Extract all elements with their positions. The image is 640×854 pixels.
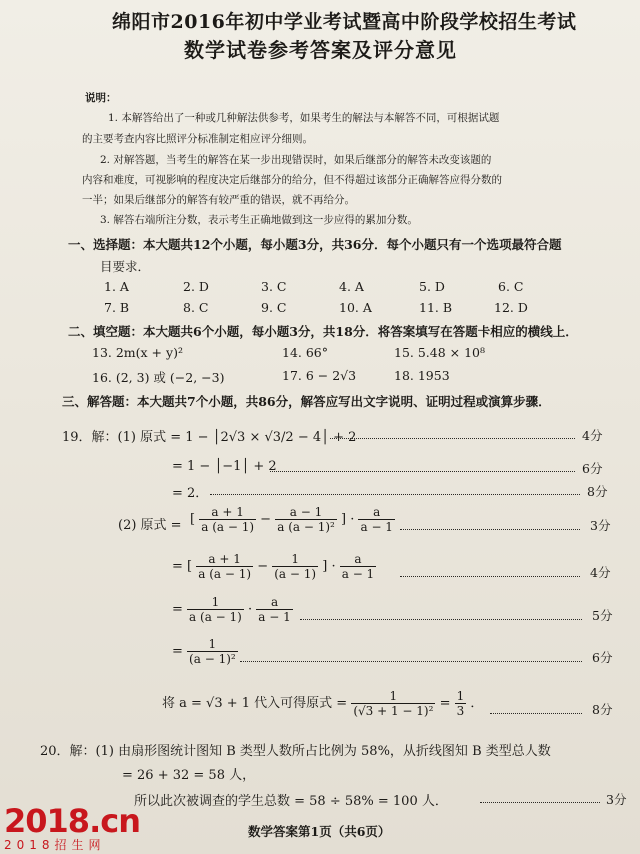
fraction: $\frac{a}{a - 1}$	[341, 552, 375, 581]
fraction: $\frac{a}{a - 1}$	[360, 505, 393, 534]
page-footer: 数学答案第1页（共6页）	[248, 824, 391, 839]
site-logo: 2018.cn 2018招生网	[4, 802, 140, 852]
q20-line1: 20．解：(1) 由扇形图统计图知 B 类型人数所占比例为 58%，从折线图知 B 类型总人数	[40, 744, 551, 759]
notes-label: 说明：	[85, 92, 117, 104]
section-heading: 二、填空题：本大题共6个小题，每小题3分，共18分．将答案填写在答题卡相应的横线上．	[68, 324, 578, 339]
score: 6分	[582, 461, 603, 476]
note-line: 1. 本解答给出了一种或几种解法供参考，如果考生的解法与本解答不同，可根据试题	[108, 112, 500, 124]
section-heading-cont: 目要求．	[100, 259, 151, 274]
answer-item: 8. C	[183, 300, 209, 315]
dotted-leader	[490, 713, 582, 714]
answer-item: 11. B	[419, 300, 453, 315]
score: 5分	[592, 608, 613, 623]
answer-item: 9. C	[261, 300, 287, 315]
q19-part2-final: 将 a = √3 + 1 代入可得原式 = $\frac{1}{\text{(√3 + 1 − 1)²}}$ = $\frac{1}{3}$ ．	[162, 689, 484, 718]
dotted-leader	[270, 471, 575, 472]
page-subtitle: 数学试卷参考答案及评分意见	[184, 38, 457, 62]
q19-part2-expr4: = $\frac{1}{\text{(a − 1)²}}$	[172, 637, 236, 666]
score: 8分	[587, 484, 608, 499]
fraction: $\frac{1}{a (a - 1)}$	[189, 595, 242, 624]
q20-line3: 所以此次被调查的学生总数 = 58 ÷ 58% = 100 人．	[134, 794, 448, 809]
section-heading: 一、选择题：本大题共12个小题，每小题3分，共36分．每个小题只有一个选项最符合题	[68, 237, 562, 252]
section-heading: 三、解答题：本大题共7个小题，共86分，解答应写出文字说明、证明过程或演算步骤．	[62, 394, 551, 409]
dotted-leader	[240, 661, 582, 662]
q19-part2-expr3: = $\frac{1}{a (a - 1)}$ · $\frac{a}{a - 1}$	[172, 595, 291, 624]
fraction: $\frac{1}{(a - 1)}$	[274, 552, 317, 581]
answer-item: 1. A	[104, 279, 129, 294]
note-line: 内容和难度，可视影响的程度决定后继部分的给分，但不得超过该部分正确解答应得分数的	[82, 174, 502, 186]
q19-part1-line2: = 1 − │−1│ + 2	[172, 459, 277, 474]
fraction: $\frac{1}{\text{(√3 + 1 − 1)²}}$	[353, 689, 434, 718]
answer-item: 3. C	[261, 279, 287, 294]
dotted-leader	[300, 619, 582, 620]
answer-item: 7. B	[104, 300, 130, 315]
q20-line2: = 26 + 32 = 58 人，	[122, 768, 256, 783]
answer-item: 5. D	[419, 279, 445, 294]
answer-item: 10. A	[339, 300, 372, 315]
answer-item: 12. D	[494, 300, 528, 315]
fraction: $\frac{1}{3}$	[456, 689, 465, 718]
answer-item: 6. C	[498, 279, 524, 294]
fraction: $\frac{1}{\text{(a − 1)²}}$	[189, 637, 236, 666]
note-line: 一半；如果后继部分的解答有较严重的错误，就不再给分。	[82, 194, 355, 206]
score: 8分	[592, 702, 613, 717]
note-line: 的主要考查内容比照评分标准制定相应评分细则。	[82, 133, 313, 145]
answer-item: 16. (2, 3) 或 (−2, −3)	[92, 370, 225, 385]
answer-item: 14. 66°	[282, 345, 329, 360]
page-title: 绵阳市2016年初中学业考试暨高中阶段学校招生考试	[112, 11, 577, 33]
dotted-leader	[210, 494, 580, 495]
answer-item: 15. 5.48 × 10⁸	[394, 345, 486, 360]
score: 3分	[590, 518, 611, 533]
note-line: 2. 对解答题，当考生的解答在某一步出现错误时，如果后继部分的解答未改变该题的	[100, 154, 492, 166]
answer-item: 18. 1953	[394, 368, 450, 383]
score: 4分	[582, 428, 603, 443]
answer-item: 2. D	[183, 279, 209, 294]
dotted-leader	[480, 802, 600, 803]
answer-item: 13. 2m(x + y)²	[92, 345, 183, 360]
q19-part2-label: (2) 原式 =	[118, 518, 182, 533]
score: 4分	[590, 565, 611, 580]
answer-item: 4. A	[339, 279, 364, 294]
fraction: $\frac{a - 1}{\text{a (a − 1)²}}$	[277, 505, 335, 534]
dotted-leader	[400, 529, 580, 530]
note-line: 3. 解答右端所注分数，表示考生正确地做到这一步应得的累加分数。	[100, 214, 418, 226]
q19-part1-line1: 19．解：(1) 原式 = 1 − │2√3 × √3/2 − 4│ + 2	[62, 430, 357, 445]
answer-item: 17. 6 − 2√3	[282, 368, 357, 383]
fraction: $\frac{a}{a - 1}$	[258, 595, 291, 624]
score: 3分	[606, 792, 627, 807]
q19-part1-line3: = 2．	[172, 486, 209, 501]
score: 6分	[592, 650, 613, 665]
fraction: $\frac{a + 1}{a (a - 1)}$	[198, 552, 252, 581]
fraction: $\frac{a + 1}{a (a - 1)}$	[201, 505, 255, 534]
dotted-leader	[330, 438, 575, 439]
q19-part2-expr2: = [ $\frac{a + 1}{a (a - 1)}$ − $\frac{1}{(a - 1)}$ ] · $\frac{a}{a - 1}$	[172, 552, 375, 581]
q19-part2-expr1: [ $\frac{a + 1}{a (a - 1)}$ − $\frac{a - 1}{\text{a (a − 1)²}}$ ] · $\frac{a}{a - 1}$	[190, 505, 393, 534]
dotted-leader	[400, 576, 580, 577]
